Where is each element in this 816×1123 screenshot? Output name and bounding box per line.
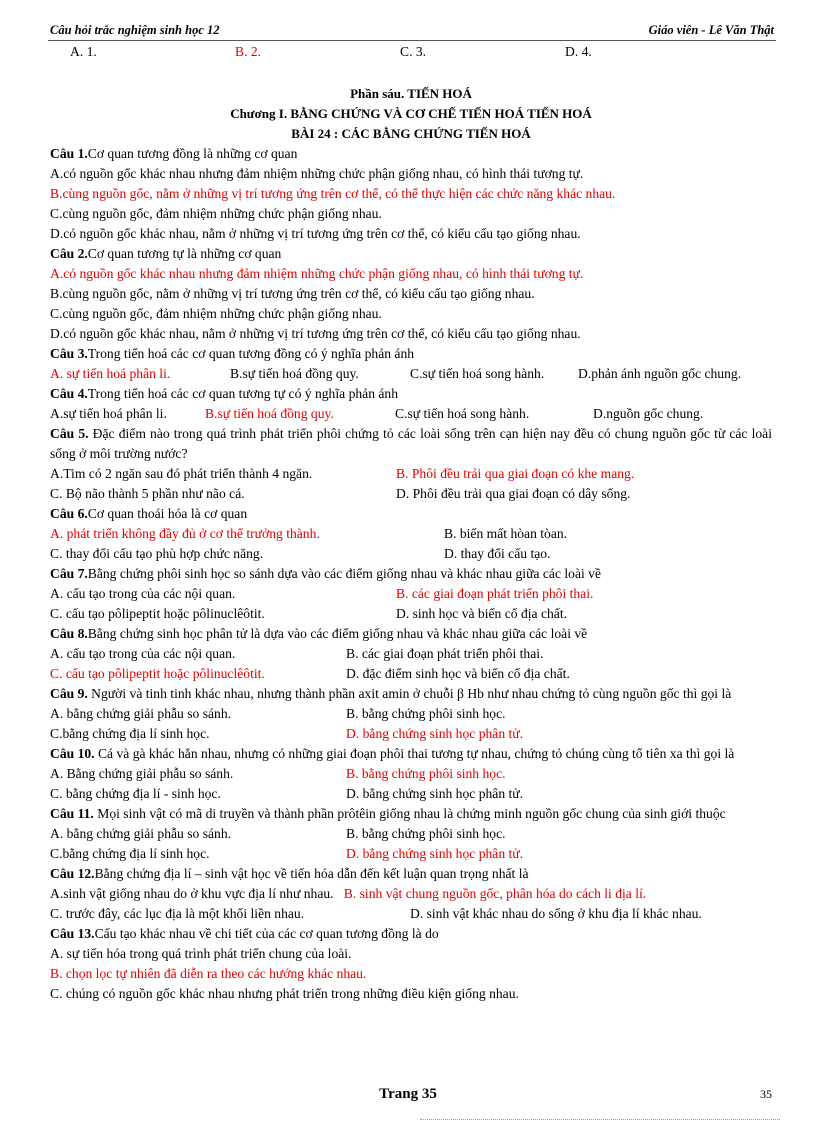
q7-option-d: D. sinh học và biến cố địa chất. (396, 606, 568, 621)
question-9: Câu 9. Người và tinh tinh khác nhau, nhưng thành phần axit amin ở chuỗi β Hb như nhau chứng tỏ cùng nguồn gốc thì gọi là (50, 686, 732, 701)
q1-option-d: D.có nguồn gốc khác nhau, nằm ở những vị trí tương ứng trên cơ thể, có kiểu cấu tạo giống nhau. (50, 226, 581, 241)
q4-option-a: A.sự tiến hoá phân li. (50, 406, 167, 421)
q6-option-c: C. thay đổi cấu tạo phù hợp chức năng. (50, 546, 264, 561)
question-10: Câu 10. Cá và gà khác hẳn nhau, nhưng có những giai đoạn phôi thai tương tự nhau, chứng tỏ chúng cùng tổ tiên xa thì gọi là (50, 746, 735, 761)
document-body (50, 42, 772, 1004)
part-title: Phần sáu. TIẾN HOÁ (350, 86, 472, 101)
q7-option-c: C. cấu tạo pôlipeptit hoặc pôlinuclêôtit. (50, 606, 265, 621)
q10-option-d: D. bằng chứng sinh học phân tử. (346, 786, 524, 801)
q1-option-b: B.cùng nguồn gốc, nằm ở những vị trí tương ứng trên cơ thể, có thể thực hiện các chức năng khác nhau. (50, 186, 616, 201)
q4-options (50, 404, 772, 424)
q13-option-c: C. chúng có nguồn gốc khác nhau nhưng phát triển trong những điều kiện giống nhau. (50, 986, 519, 1001)
question-4: Câu 4. Trong tiến hoá các cơ quan tương tự có ý nghĩa phản ánh (50, 386, 399, 401)
question-6: Câu 6. Cơ quan thoái hóa là cơ quan (50, 506, 248, 521)
q7-option-b: B. các giai đoạn phát triển phôi thai. (396, 586, 594, 601)
question-5: Câu 5. Đặc điểm nào trong quá trình phát triển phôi chứng tỏ các loài sống trên cạn hiện nay đều có chung nguồn gốc từ các loài sống ở môi trường nước? (50, 426, 772, 461)
q3-option-a: A. sự tiến hoá phân li. (50, 366, 171, 381)
q8-option-a: A. cấu tạo trong của các nội quan. (50, 646, 236, 661)
q9-option-c: C.bằng chứng địa lí sinh học. (50, 726, 210, 741)
q12-option-b: B. sinh vật chung nguồn gốc, phân hóa do cách li địa lí. (343, 886, 647, 901)
page-number: 35 (760, 1087, 772, 1101)
q9-option-b: B. bằng chứng phôi sinh học. (346, 706, 506, 721)
q11-option-b: B. bằng chứng phôi sinh học. (346, 826, 506, 841)
q2-option-c: C.cùng nguồn gốc, đảm nhiệm những chức phận giống nhau. (50, 306, 382, 321)
question-12: Câu 12. Bằng chứng địa lí – sinh vật học về tiến hóa dẫn đến kết luận quan trọng nhất là (50, 866, 529, 881)
question-13: Câu 13. Cấu tạo khác nhau về chi tiết của các cơ quan tương đồng là do (50, 926, 439, 941)
q3-options (50, 364, 772, 384)
q2-option-d: D.có nguồn gốc khác nhau, nằm ở những vị trí tương ứng trên cơ thể, có kiểu cấu tạo giống nhau. (50, 326, 581, 341)
q11-option-d: D. bằng chứng sinh học phân tử. (346, 846, 524, 861)
q6-option-d: D. thay đổi cấu tạo. (444, 546, 551, 561)
lesson-title: BÀI 24 : CÁC BẰNG CHỨNG TIẾN HOÁ (291, 126, 531, 141)
header-divider (48, 40, 776, 41)
q12-option-c: C. trước đây, các lục địa là một khối liền nhau. (50, 906, 305, 921)
q1-option-a: A.có nguồn gốc khác nhau nhưng đảm nhiệm những chức phận giống nhau, có hình thái tương tự. (50, 166, 584, 181)
option-b: B. 2. (235, 44, 262, 59)
q1-option-c: C.cùng nguồn gốc, đảm nhiệm những chức phận giống nhau. (50, 206, 382, 221)
footer-page-label: Trang 35 (379, 1086, 437, 1102)
option-c: C. 3. (400, 44, 427, 59)
q12-option-a: A.sinh vật giống nhau do ở khu vực địa lí như nhau. (50, 886, 334, 901)
header-left: Câu hỏi trắc nghiệm sinh học 12 (50, 23, 220, 37)
q10-option-a: A. Bằng chứng giải phẫu so sánh. (50, 766, 234, 781)
q3-option-c: C.sự tiến hoá song hành. (410, 366, 545, 381)
q8-option-d: D. đặc điểm sinh học và biến cố địa chất. (346, 666, 570, 681)
option-a: A. 1. (70, 44, 97, 59)
question-7: Câu 7. Bằng chứng phôi sinh học so sánh dựa vào các điểm giống nhau và khác nhau giữa các loài về (50, 566, 601, 581)
header-right: Giáo viên - Lê Văn Thật (648, 23, 774, 37)
q7-option-a: A. cấu tạo trong của các nội quan. (50, 586, 236, 601)
q6-option-a: A. phát triển không đầy đủ ở cơ thể trưởng thành. (50, 526, 320, 541)
option-d: D. 4. (565, 44, 592, 59)
q10-option-b: B. bằng chứng phôi sinh học. (346, 766, 506, 781)
q9-option-d: D. bằng chứng sinh học phân tử. (346, 726, 524, 741)
q3-option-d: D.phản ánh nguồn gốc chung. (578, 366, 742, 381)
q4-option-b: B.sự tiến hoá đồng quy. (205, 406, 334, 421)
q8-option-c: C. cấu tạo pôlipeptit hoặc pôlinuclêôtit. (50, 666, 265, 681)
q2-option-b: B.cùng nguồn gốc, nằm ở những vị trí tương ứng trên cơ thể, có kiểu cấu tạo giống nhau. (50, 286, 535, 301)
q5-option-d: D. Phôi đều trải qua giai đoạn có dây sống. (396, 486, 631, 501)
q4-option-d: D.nguồn gốc chung. (593, 406, 704, 421)
question-1: Câu 1. Cơ quan tương đồng là những cơ quan (50, 146, 298, 161)
q5-option-c: C. Bộ não thành 5 phần như não cá. (50, 486, 245, 501)
question-8: Câu 8. Bằng chứng sinh học phân tử là dựa vào các điểm giống nhau và khác nhau giữa các loài về (50, 626, 588, 641)
q5-option-a: A.Tim có 2 ngăn sau đó phát triển thành 4 ngăn. (50, 466, 313, 481)
question-2: Câu 2. Cơ quan tương tự là những cơ quan (50, 246, 282, 261)
q13-option-a: A. sự tiến hóa trong quá trình phát triển chung của loài. (50, 946, 352, 961)
q9-option-a: A. bằng chứng giải phẫu so sánh. (50, 706, 232, 721)
question-3: Câu 3. Trong tiến hoá các cơ quan tương đồng có ý nghĩa phản ánh (50, 346, 415, 361)
q8-option-b: B. các giai đoạn phát triển phôi thai. (346, 646, 544, 661)
q6-option-b: B. biến mất hòan tòan. (444, 526, 568, 541)
q5-option-b: B. Phôi đều trải qua giai đoạn có khe mang. (396, 466, 635, 481)
q11-option-a: A. bằng chứng giải phẫu so sánh. (50, 826, 232, 841)
q3-option-b: B.sự tiến hoá đồng quy. (230, 366, 359, 381)
bottom-divider (420, 1119, 780, 1120)
q10-option-c: C. bằng chứng địa lí - sinh học. (50, 786, 221, 801)
q13-option-b: B. chọn lọc tự nhiên đã diễn ra theo các hướng khác nhau. (50, 966, 367, 981)
question-11: Câu 11. Mọi sinh vật có mã di truyền và thành phần prôtêin giống nhau là chứng minh nguồn gốc chung của sinh giới thuộc (50, 806, 726, 821)
q2-option-a: A.có nguồn gốc khác nhau nhưng đảm nhiệm những chức phận giống nhau, có hình thái tương tự. (50, 266, 584, 281)
q12-option-d: D. sinh vật khác nhau do sống ở khu địa lí khác nhau. (410, 906, 702, 921)
q11-option-c: C.bằng chứng địa lí sinh học. (50, 846, 210, 861)
q4-option-c: C.sự tiến hoá song hành. (395, 406, 530, 421)
prev-answers-row (50, 42, 772, 62)
chapter-title: Chương I. BẰNG CHỨNG VÀ CƠ CHẾ TIẾN HOÁ TIẾN HOÁ (230, 106, 592, 121)
q12-options-ab (50, 884, 772, 904)
